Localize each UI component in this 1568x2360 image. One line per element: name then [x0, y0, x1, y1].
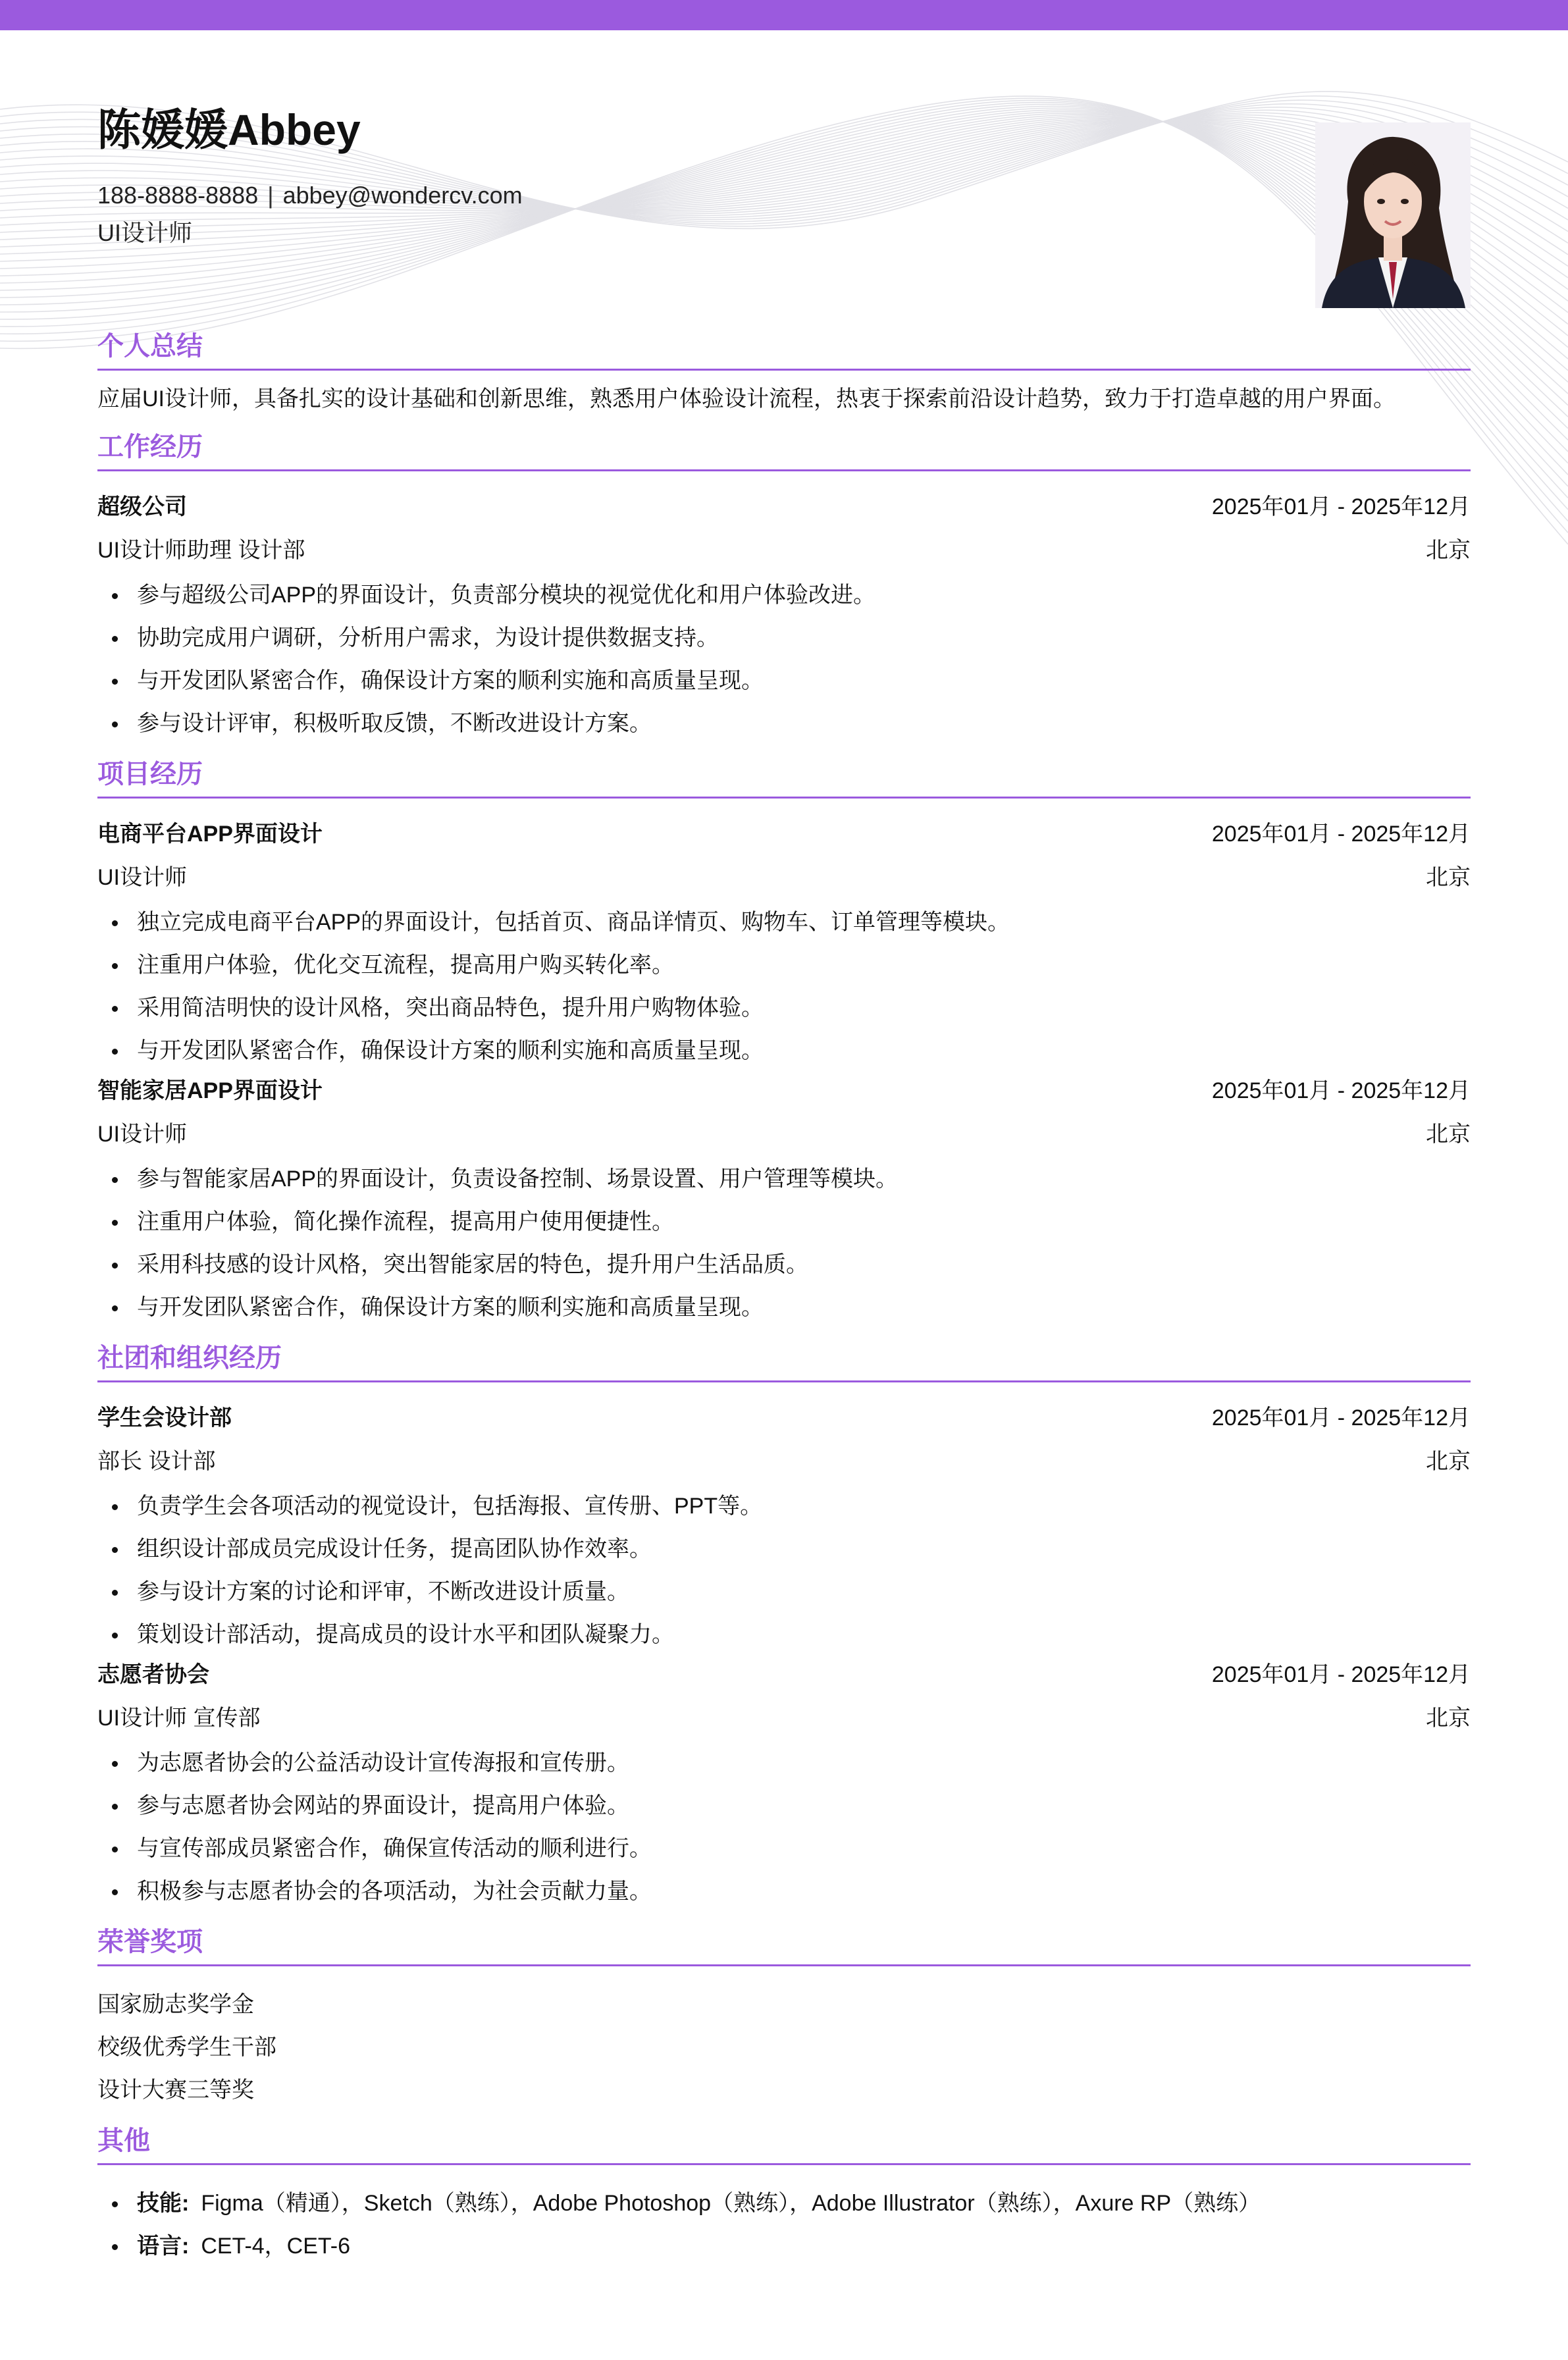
- list-item: 参与智能家居APP的界面设计，负责设备控制、场景设置、用户管理等模块。: [97, 1158, 1471, 1201]
- list-item: 与宣传部成员紧密合作，确保宣传活动的顺利进行。: [97, 1827, 1471, 1870]
- other-section: [97, 2124, 1471, 2268]
- language-label: 语言:: [137, 2233, 190, 2259]
- section-divider: [97, 2163, 1471, 2165]
- list-item: 组织设计部成员完成设计任务，提高团队协作效率。: [97, 1528, 1471, 1571]
- entry-org-name: 学生会设计部: [97, 1405, 232, 1430]
- section-title: 荣誉奖项: [97, 1927, 203, 1956]
- list-item: 积极参与志愿者协会的各项活动，为社会贡献力量。: [97, 1870, 1471, 1913]
- entry-date: 2025年01月 - 2025年12月: [1211, 494, 1471, 519]
- list-item: 与开发团队紧密合作，确保设计方案的顺利实施和高质量呈现。: [97, 1286, 1471, 1329]
- entry-role: UI设计师: [97, 864, 187, 890]
- list-item: 与开发团队紧密合作，确保设计方案的顺利实施和高质量呈现。: [97, 660, 1471, 702]
- entry-org-name: 志愿者协会: [97, 1662, 209, 1687]
- honor-item: 设计大赛三等奖: [97, 2077, 254, 2103]
- entry-bullets: [97, 1158, 1471, 1329]
- candidate-name: 陈媛媛Abbey: [97, 105, 361, 154]
- honor-item: 校级优秀学生干部: [97, 2034, 276, 2060]
- list-item: 策划设计部活动，提高成员的设计水平和团队凝聚力。: [97, 1613, 1471, 1656]
- entry-location: 北京: [1426, 864, 1471, 890]
- summary-text: 应届UI设计师，具备扎实的设计基础和创新思维，熟悉用户体验设计流程，热衷于探索前沿设计趋势，致力于打造卓越的用户界面。: [97, 386, 1396, 411]
- entry-bullets: [97, 1485, 1471, 1656]
- list-item: 独立完成电商平台APP的界面设计，包括首页、商品详情页、购物车、订单管理等模块。: [97, 901, 1471, 944]
- contact-line: [97, 181, 1216, 209]
- language-item: [97, 2225, 1471, 2268]
- job-title: UI设计师: [97, 219, 193, 247]
- section-title: 个人总结: [97, 332, 203, 361]
- project-entry: [97, 816, 1471, 1072]
- list-item: 注重用户体验，简化操作流程，提高用户使用便捷性。: [97, 1201, 1471, 1244]
- section-divider: [97, 1380, 1471, 1382]
- skills-label: 技能:: [137, 2190, 190, 2216]
- list-item: 采用简洁明快的设计风格，突出商品特色，提升用户购物体验。: [97, 987, 1471, 1030]
- honor-item: 国家励志奖学金: [97, 1991, 254, 2017]
- section-title: 工作经历: [97, 432, 203, 461]
- work-entry: [97, 488, 1471, 745]
- entry-project-name: 智能家居APP界面设计: [97, 1078, 323, 1103]
- list-item: 为志愿者协会的公益活动设计宣传海报和宣传册。: [97, 1742, 1471, 1785]
- entry-bullets: [97, 1742, 1471, 1913]
- entry-bullets: [97, 901, 1471, 1072]
- entry-location: 北京: [1426, 537, 1471, 563]
- skills-item: [97, 2182, 1471, 2225]
- entry-date: 2025年01月 - 2025年12月: [1211, 1078, 1471, 1103]
- section-title: 社团和组织经历: [97, 1343, 282, 1373]
- entry-role: UI设计师 宣传部: [97, 1705, 261, 1731]
- section-divider: [97, 1964, 1471, 1966]
- project-entry: [97, 1072, 1471, 1329]
- list-item: 参与志愿者协会网站的界面设计，提高用户体验。: [97, 1785, 1471, 1827]
- clubs-section: [97, 1341, 1471, 1913]
- resume-body: [97, 329, 1471, 2280]
- list-item: 参与超级公司APP的界面设计，负责部分模块的视觉优化和用户体验改进。: [97, 574, 1471, 617]
- entry-date: 2025年01月 - 2025年12月: [1211, 1662, 1471, 1687]
- entry-location: 北京: [1426, 1448, 1471, 1474]
- skills-value: Figma（精通），Sketch（熟练），Adobe Photoshop（熟练），Adobe Illustrator（熟练），Axure RP（熟练）: [201, 2190, 1261, 2216]
- entry-role: 部长 设计部: [97, 1448, 216, 1474]
- section-title: 项目经历: [97, 759, 203, 789]
- entry-role: UI设计师: [97, 1121, 187, 1147]
- contact-separator: |: [267, 182, 274, 209]
- summary-section: [97, 329, 1471, 415]
- work-section: [97, 430, 1471, 745]
- entry-location: 北京: [1426, 1705, 1471, 1731]
- list-item: 注重用户体验，优化交互流程，提高用户购买转化率。: [97, 944, 1471, 987]
- list-item: 参与设计评审，积极听取反馈，不断改进设计方案。: [97, 702, 1471, 745]
- section-divider: [97, 797, 1471, 799]
- phone-number: 188-8888-8888: [97, 182, 259, 209]
- club-entry: [97, 1656, 1471, 1913]
- entry-role: UI设计师助理 设计部: [97, 537, 305, 563]
- list-item: 采用科技感的设计风格，突出智能家居的特色，提升用户生活品质。: [97, 1244, 1471, 1286]
- resume-header: [97, 104, 1216, 248]
- section-title: 其他: [97, 2126, 150, 2155]
- entry-project-name: 电商平台APP界面设计: [97, 821, 323, 847]
- section-divider: [97, 469, 1471, 471]
- entry-bullets: [97, 574, 1471, 745]
- honors-section: [97, 1925, 1471, 2112]
- entry-location: 北京: [1426, 1121, 1471, 1147]
- email-address: abbey@wondercv.com: [282, 182, 523, 209]
- projects-section: [97, 757, 1471, 1329]
- entry-company: 超级公司: [97, 494, 187, 519]
- entry-date: 2025年01月 - 2025年12月: [1211, 1405, 1471, 1430]
- list-item: 协助完成用户调研，分析用户需求，为设计提供数据支持。: [97, 617, 1471, 660]
- language-value: CET-4，CET-6: [201, 2233, 351, 2259]
- list-item: 参与设计方案的讨论和评审，不断改进设计质量。: [97, 1571, 1471, 1613]
- other-list: [97, 2182, 1471, 2268]
- list-item: 与开发团队紧密合作，确保设计方案的顺利实施和高质量呈现。: [97, 1030, 1471, 1072]
- top-accent-bar: [0, 0, 1568, 30]
- club-entry: [97, 1400, 1471, 1656]
- section-divider: [97, 369, 1471, 371]
- list-item: 负责学生会各项活动的视觉设计，包括海报、宣传册、PPT等。: [97, 1485, 1471, 1528]
- entry-date: 2025年01月 - 2025年12月: [1211, 821, 1471, 847]
- profile-photo: [1315, 122, 1471, 308]
